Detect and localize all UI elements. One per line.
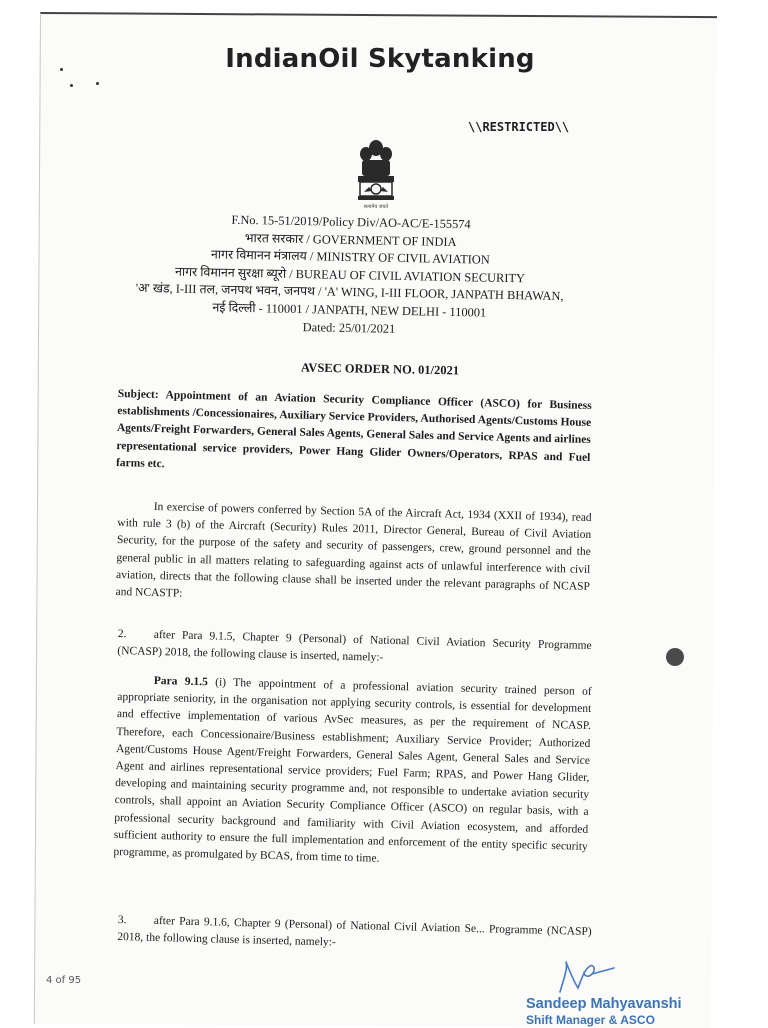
address-line-2: नई दिल्ली - 110001 / JANPATH, NEW DELHI - 110001 xyxy=(212,300,487,320)
signer-role: Shift Manager & ASCO xyxy=(526,1013,655,1027)
scan-speck xyxy=(60,68,63,71)
item-text: after Para 9.1.5, Chapter 9 (Personal) of National Civil Aviation Security Programme (NCASP) 2018, the following clause is inserted, namely:- xyxy=(117,628,592,664)
intro-text: In exercise of powers conferred by Section 5A of the Aircraft Act, 1934 (XXII of 1934), read with rule 3 (b) of the Aircraft (Security) Rules 2011, Director General, Bureau of Civil Aviation Security, for the purpose of the safety and security of passengers, crew, ground personnel and the general public in all matters relating to safeguarding against acts of unlawful interference with civil aviation, directs that the following clause shall be inserted under the relevant paragraphs of NCASP and NCASTP: xyxy=(115,500,592,600)
classification-label: \\RESTRICTED\\ xyxy=(468,120,570,134)
para-text: (i) The appointment of a professional aviation security trained person of appropriate seniority, in the organisation not applying security controls, is essential for development and effective implementation of various AvSec measures, as per the requirement of NCASP. Therefore, each Concessionaire/Business establishment; Auxiliary Service Provider; Authorized Agent/Customs House Agent/Freight Forwarders, General Sales Agent, General Sales and Service Agent and airlines representational service providers; Fuel Farm; RPAS, and Power Hang Glider, developing and maintaining security programme and, not responsible to undertake aviation security controls, shall appoint an Aviation Security Compliance Officer (ASCO) on regular basis, with a professional security background and familiarity with Civil Aviation ecosystem, and afforded sufficient authority to ensure the full implementation and enforcement of the entity specific security programme, as promulgated by BCAS, from time to time. xyxy=(113,676,592,865)
ministry-line: नागर विमानन मंत्रालय / MINISTRY OF CIVIL AVIATION xyxy=(210,247,490,267)
company-logo: IndianOil Skytanking xyxy=(225,44,535,74)
para-label: Para 9.1.5 xyxy=(153,674,208,689)
item-number: 3. xyxy=(117,913,127,927)
letterhead xyxy=(99,209,601,342)
file-number: F.No. 15-51/2019/Policy Div/AO-AC/E-155574 xyxy=(231,212,471,232)
punch-hole xyxy=(666,648,684,666)
government-line: भारत सरकार / GOVERNMENT OF INDIA xyxy=(244,230,457,249)
address-line-1: 'अ' खंड, I-III तल, जनपथ भवन, जनपथ / 'A' WING, I-III FLOOR, JANPATH BHAWAN, xyxy=(135,281,564,304)
intro-paragraph xyxy=(115,498,591,613)
bureau-line: नागर विमानन सुरक्षा ब्यूरो / BUREAU OF CIVIL AVIATION SECURITY xyxy=(174,264,526,286)
scan-speck xyxy=(70,84,73,87)
item-text: after Para 9.1.6, Chapter 9 (Personal) of National Civil Aviation Se... Programme (NCASP) 2018, the following clause is inserted, namely:- xyxy=(117,914,592,949)
item-number: 2. xyxy=(117,627,127,641)
signer-name: Sandeep Mahyavanshi xyxy=(526,996,682,1012)
emblem-motto: सत्यमेव जयते xyxy=(363,204,389,210)
date-line: Dated: 25/01/2021 xyxy=(302,319,396,336)
order-title: AVSEC ORDER NO. 01/2021 xyxy=(300,360,460,378)
scan-speck xyxy=(96,82,99,85)
subject-paragraph: Subject: Appointment of an Aviation Security Compliance Officer (ASCO) for Business establishments /Concessionaires, Auxiliary Service Providers, Authorised Agents/Customs House Agents/Freight Forwarders, General Sales Agents, General Sales and Service Agents and airlines representational service providers, Power Hang Glider Owners/Operators, RPAS and Fuel farms etc. xyxy=(115,387,592,471)
para-9-1-5 xyxy=(113,672,592,873)
page-number: 4 of 95 xyxy=(46,975,82,986)
signature-icon xyxy=(554,958,624,1000)
